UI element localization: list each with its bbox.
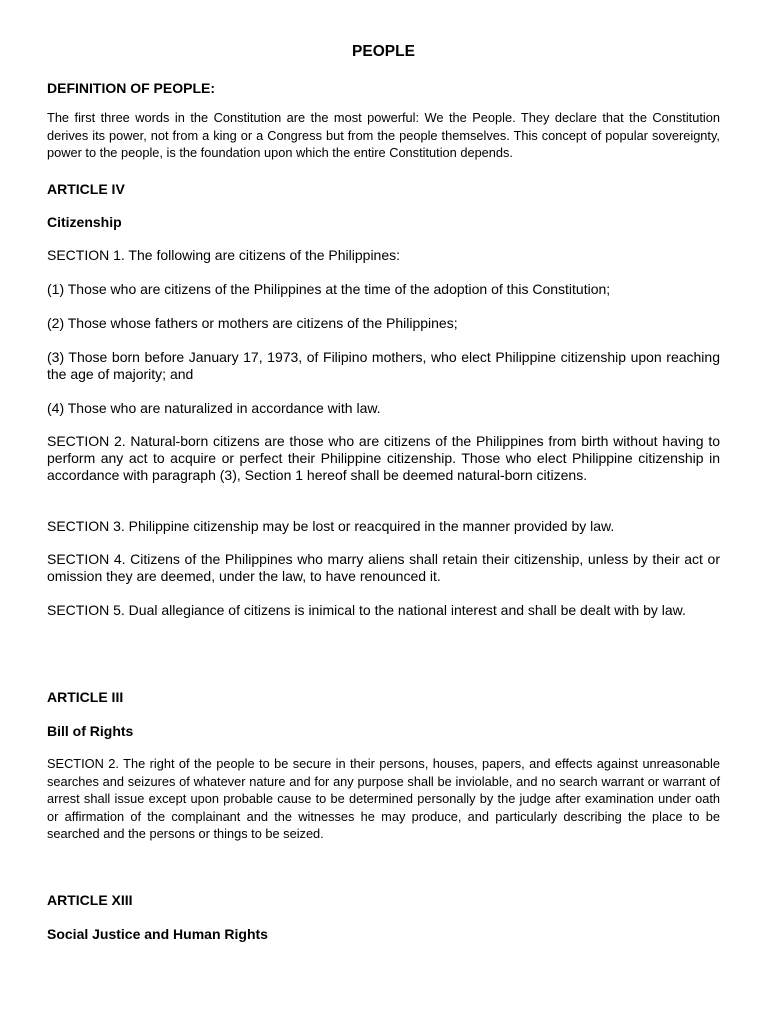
definition-paragraph: The first three words in the Constitution are the most powerful: We the People. They declare that the Constitution derives its power, not from a king or a Congress but from the people themselves. This concept of popular sovereignty, power to the people, is the foundation upon which the entire Constitution depends. xyxy=(47,110,720,160)
article-iv-heading: ARTICLE IV xyxy=(47,181,125,197)
article-iii-section-2: SECTION 2. The right of the people to be secure in their persons, houses, papers, and effects against unreasonable searches and seizures of whatever nature and for any purpose shall be inviolable, and no search warrant or warrant of arrest shall issue except upon probable cause to be determined personally by the judge after examination under oath or affirmation of the complainant and the witnesses he may produce, and particularly describing the place to be searched and the persons or things to be seized. xyxy=(47,756,720,841)
article-iv-item-1: (1) Those who are citizens of the Philippines at the time of the adoption of this Constitution; xyxy=(47,281,611,297)
article-iv-section-5: SECTION 5. Dual allegiance of citizens is inimical to the national interest and shall be dealt with by law. xyxy=(47,602,686,618)
page-title: PEOPLE xyxy=(352,43,415,60)
article-iii-subheading: Bill of Rights xyxy=(47,723,134,739)
article-xiii-heading: ARTICLE XIII xyxy=(47,892,133,908)
article-iv-section-4: SECTION 4. Citizens of the Philippines who marry aliens shall retain their citizenship, unless by their act or omission they are deemed, under the law, to have renounced it. xyxy=(47,551,720,584)
article-iv-section-2: SECTION 2. Natural-born citizens are those who are citizens of the Philippines from birth without having to perform any act to acquire or perfect their Philippine citizenship. Those who elect Philippine citizenship in accordance with paragraph (3), Section 1 hereof shall be deemed natural-born citizens. xyxy=(47,433,720,483)
article-iv-item-2: (2) Those whose fathers or mothers are citizens of the Philippines; xyxy=(47,315,458,331)
article-iv-section-1: SECTION 1. The following are citizens of the Philippines: xyxy=(47,247,401,263)
article-iv-item-3: (3) Those born before January 17, 1973, of Filipino mothers, who elect Philippine citizenship upon reaching the age of majority; and xyxy=(47,349,720,382)
definition-heading: DEFINITION OF PEOPLE: xyxy=(47,80,216,96)
article-xiii-subheading: Social Justice and Human Rights xyxy=(47,926,268,942)
article-iii-heading: ARTICLE III xyxy=(47,689,124,705)
article-iv-section-3: SECTION 3. Philippine citizenship may be lost or reacquired in the manner provided by law. xyxy=(47,518,615,534)
article-iv-subheading: Citizenship xyxy=(47,214,122,230)
article-iv-item-4: (4) Those who are naturalized in accordance with law. xyxy=(47,400,381,416)
